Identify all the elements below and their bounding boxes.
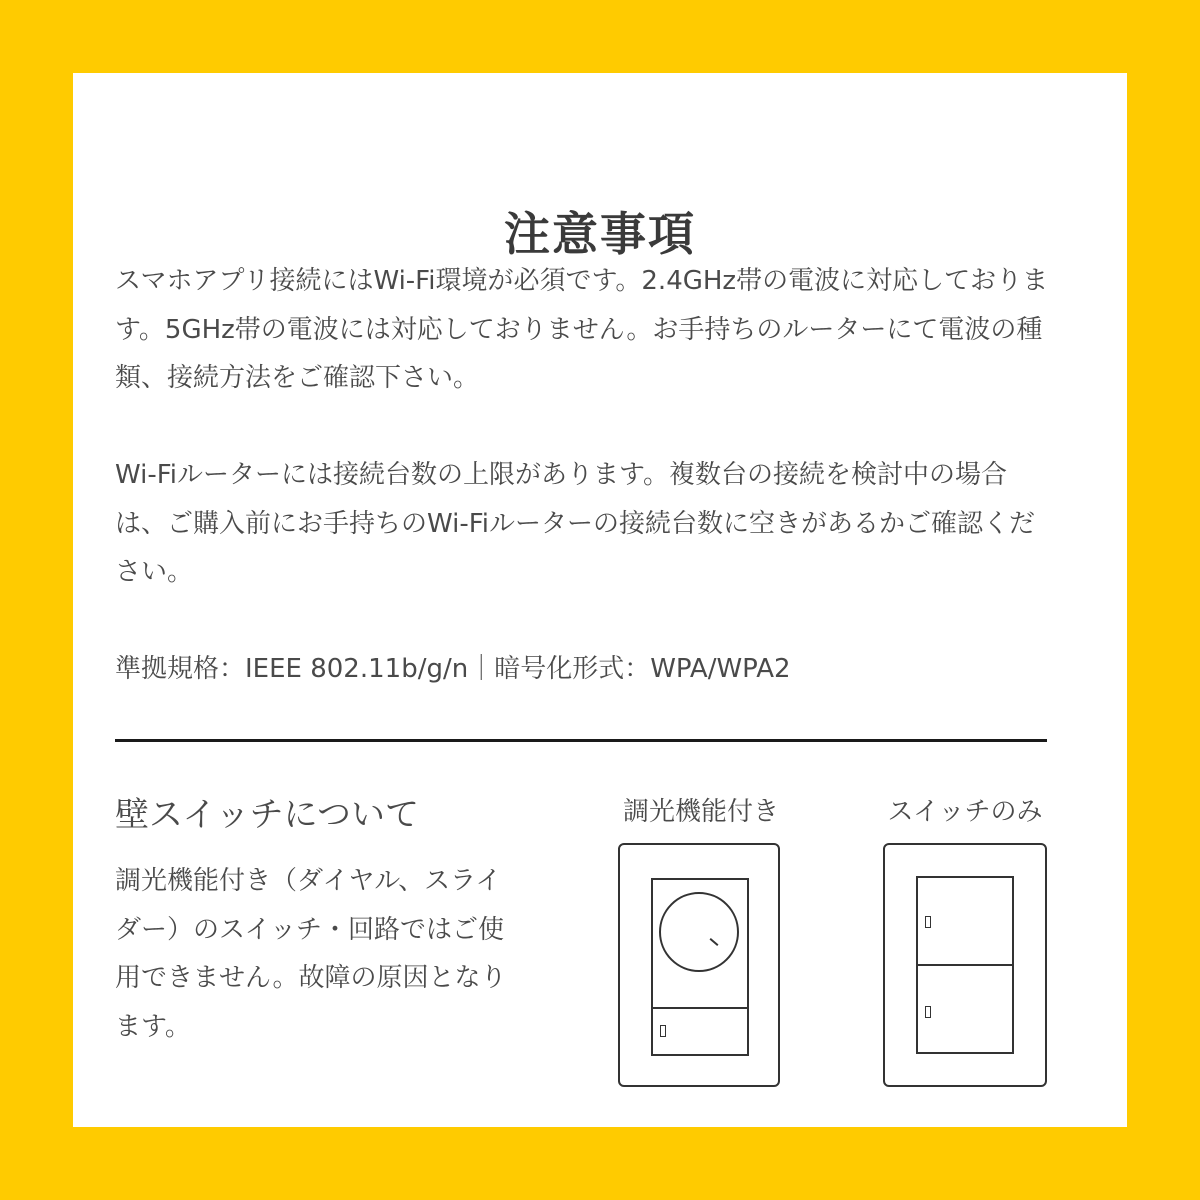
pilot-lamp-icon — [925, 916, 931, 928]
panel-split-line — [653, 1007, 747, 1009]
section-divider — [115, 739, 1047, 742]
wall-switch-body: 調光機能付き（ダイヤル、スライダー）のスイッチ・回路ではご使用できません。故障の原因となります。 — [115, 866, 507, 1042]
wifi-band-paragraph: スマホアプリ接続にはWi-Fi環境が必須です。2.4GHz帯の電波に対応しております。5GHz帯の電波には対応しておりません。お手持ちのルーターにて電波の種類、接続方法をご確認下さい。 — [115, 266, 1049, 393]
wall-switch-heading: 壁スイッチについて — [115, 795, 419, 835]
notice-card — [73, 73, 1127, 1127]
switch-only-illustration — [883, 843, 1047, 1087]
dimmer-panel — [651, 878, 749, 1056]
switch-panel — [916, 876, 1014, 1054]
pilot-lamp-icon — [660, 1025, 666, 1037]
dimmer-switch-illustration — [618, 843, 780, 1087]
page-title: 注意事項 — [504, 207, 696, 261]
dimmer-dial-icon — [659, 892, 739, 972]
panel-split-line — [918, 964, 1012, 966]
pilot-lamp-icon — [925, 1006, 931, 1018]
switch-only-caption: スイッチのみ — [887, 797, 1043, 827]
standards-line: 準拠規格：IEEE 802.11b/g/n｜暗号化形式：WPA/WPA2 — [115, 654, 791, 684]
dimmer-caption: 調光機能付き — [622, 797, 779, 827]
router-limit-paragraph: Wi-Fiルーターには接続台数の上限があります。複数台の接続を検討中の場合は、ご購入前にお手持ちのWi-Fiルーターの接続台数に空きがあるかご確認ください。 — [115, 460, 1036, 587]
